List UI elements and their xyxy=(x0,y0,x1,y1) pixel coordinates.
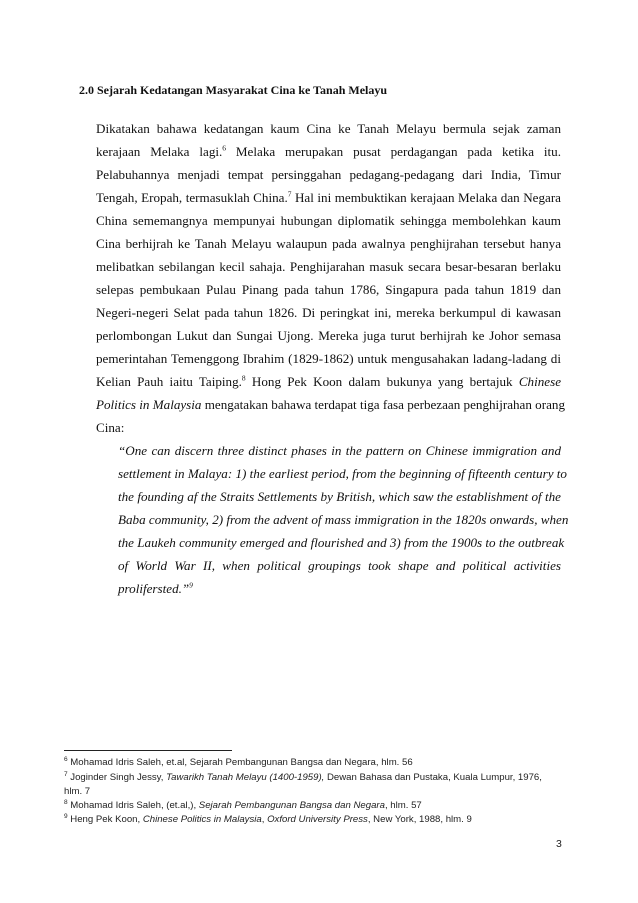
quote-line: of World War II, when political groupings took shape and political activities xyxy=(118,558,561,573)
paragraph-line: Politics in Malaysia mengatakan bahawa terdapat tiga fasa perbezaan penghijrahan orang xyxy=(96,397,565,412)
footnote-8: $^8$ Mohamad Idris Saleh, (et.al,), Sejarah Pembangunan Bangsa dan Negara, hlm. 57 xyxy=(64,798,422,811)
page-number: 3 xyxy=(556,838,562,850)
footnote-ref-9: 9 xyxy=(189,580,193,590)
footnote-ref-7: 7 xyxy=(287,189,292,199)
paragraph-line: melibatkan sebilangan kecil sahaja. Penghijarahan masuk secara besar-besaran berlaku xyxy=(96,259,561,274)
paragraph-line: kerajaan Melaka lagi.$^6$ Melaka merupakan pusat perdagangan pada ketika itu. xyxy=(96,143,561,159)
paragraph-line: China sememangnya mempunyai hubungan diplomatik sehingga membolehkan kaum xyxy=(96,213,561,228)
paragraph-line: Kelian Pauh iaitu Taiping.$^8$ Hong Pek Koon dalam bukunya yang bertajuk Chinese xyxy=(96,373,562,389)
quote-line: settlement in Malaya: 1) the earliest period, from the beginning of fifteenth century to xyxy=(118,466,567,481)
quote-line: the Laukeh community emerged and flourished and 3) from the 1900s to the outbreak xyxy=(118,535,565,550)
book-title: Chinese xyxy=(518,374,562,389)
footnote-7: $^7$ Joginder Singh Jessy, Tawarikh Tanah Melayu (1400-1959), Dewan Bahasa dan Pustaka, Kuala Lumpur, 1976, xyxy=(64,770,542,783)
paragraph-line: pemerintahan Temenggong Ibrahim (1829-1862) untuk mengusahakan ladang-ladang di xyxy=(96,351,561,366)
quote-line: Baba community, 2) from the advent of mass immigration in the 1820s onwards, when xyxy=(118,512,569,527)
quote-line: prolifersted.”$^9$ xyxy=(118,580,193,596)
paragraph-line: Pelabuhannya menjadi tempat persinggahan pedagang-pedagang dari India, Timur xyxy=(96,167,561,182)
quote-line: the founding af the Straits Settlements by British, which saw the establishment of the xyxy=(118,489,561,504)
paragraph-line: selepas pembukaan Pulau Pinang pada tahun 1786, Singapura pada tahun 1819 dan xyxy=(96,282,561,297)
footnote-ref-8: 8 xyxy=(241,373,246,383)
quote-line: “One can discern three distinct phases in the pattern on Chinese immigration and xyxy=(118,443,561,458)
footnote-7-continued: hlm. 7 xyxy=(64,786,91,797)
paragraph-line: Cina berhijrah ke Tanah Melayu walaupun pada awalnya penghijrahan tersebut hanya xyxy=(96,236,561,251)
paragraph-line: Dikatakan bahawa kedatangan kaum Cina ke Tanah Melayu bermula sejak zaman xyxy=(96,121,561,136)
footnote-6: $^6$ Mohamad Idris Saleh, et.al, Sejarah Pembangunan Bangsa dan Negara, hlm. 56 xyxy=(64,755,413,768)
paragraph-line: perlombongan Lukut dan Sungai Ujong. Mereka juga turut berhijrah ke Johor semasa xyxy=(96,328,561,343)
footnote-ref-6: 6 xyxy=(222,143,227,153)
section-heading: 2.0 Sejarah Kedatangan Masyarakat Cina ke Tanah Melayu xyxy=(79,83,388,97)
paragraph-line: Negeri-negeri Selat pada tahun 1826. Di peringkat ini, mereka berkumpul di kawasan xyxy=(96,305,561,320)
footnote-9: $^9$ Heng Pek Koon, Chinese Politics in Malaysia, Oxford University Press, New York, 1988, hlm. 9 xyxy=(64,812,472,825)
book-title: Politics in Malaysia xyxy=(96,397,202,412)
paragraph-line: Cina: xyxy=(96,420,125,435)
paragraph-line: Tengah, Eropah, termasuklah China.$^7$ Hal ini membuktikan kerajaan Melaka dan Negara xyxy=(96,189,561,205)
footnote-separator xyxy=(64,750,232,751)
